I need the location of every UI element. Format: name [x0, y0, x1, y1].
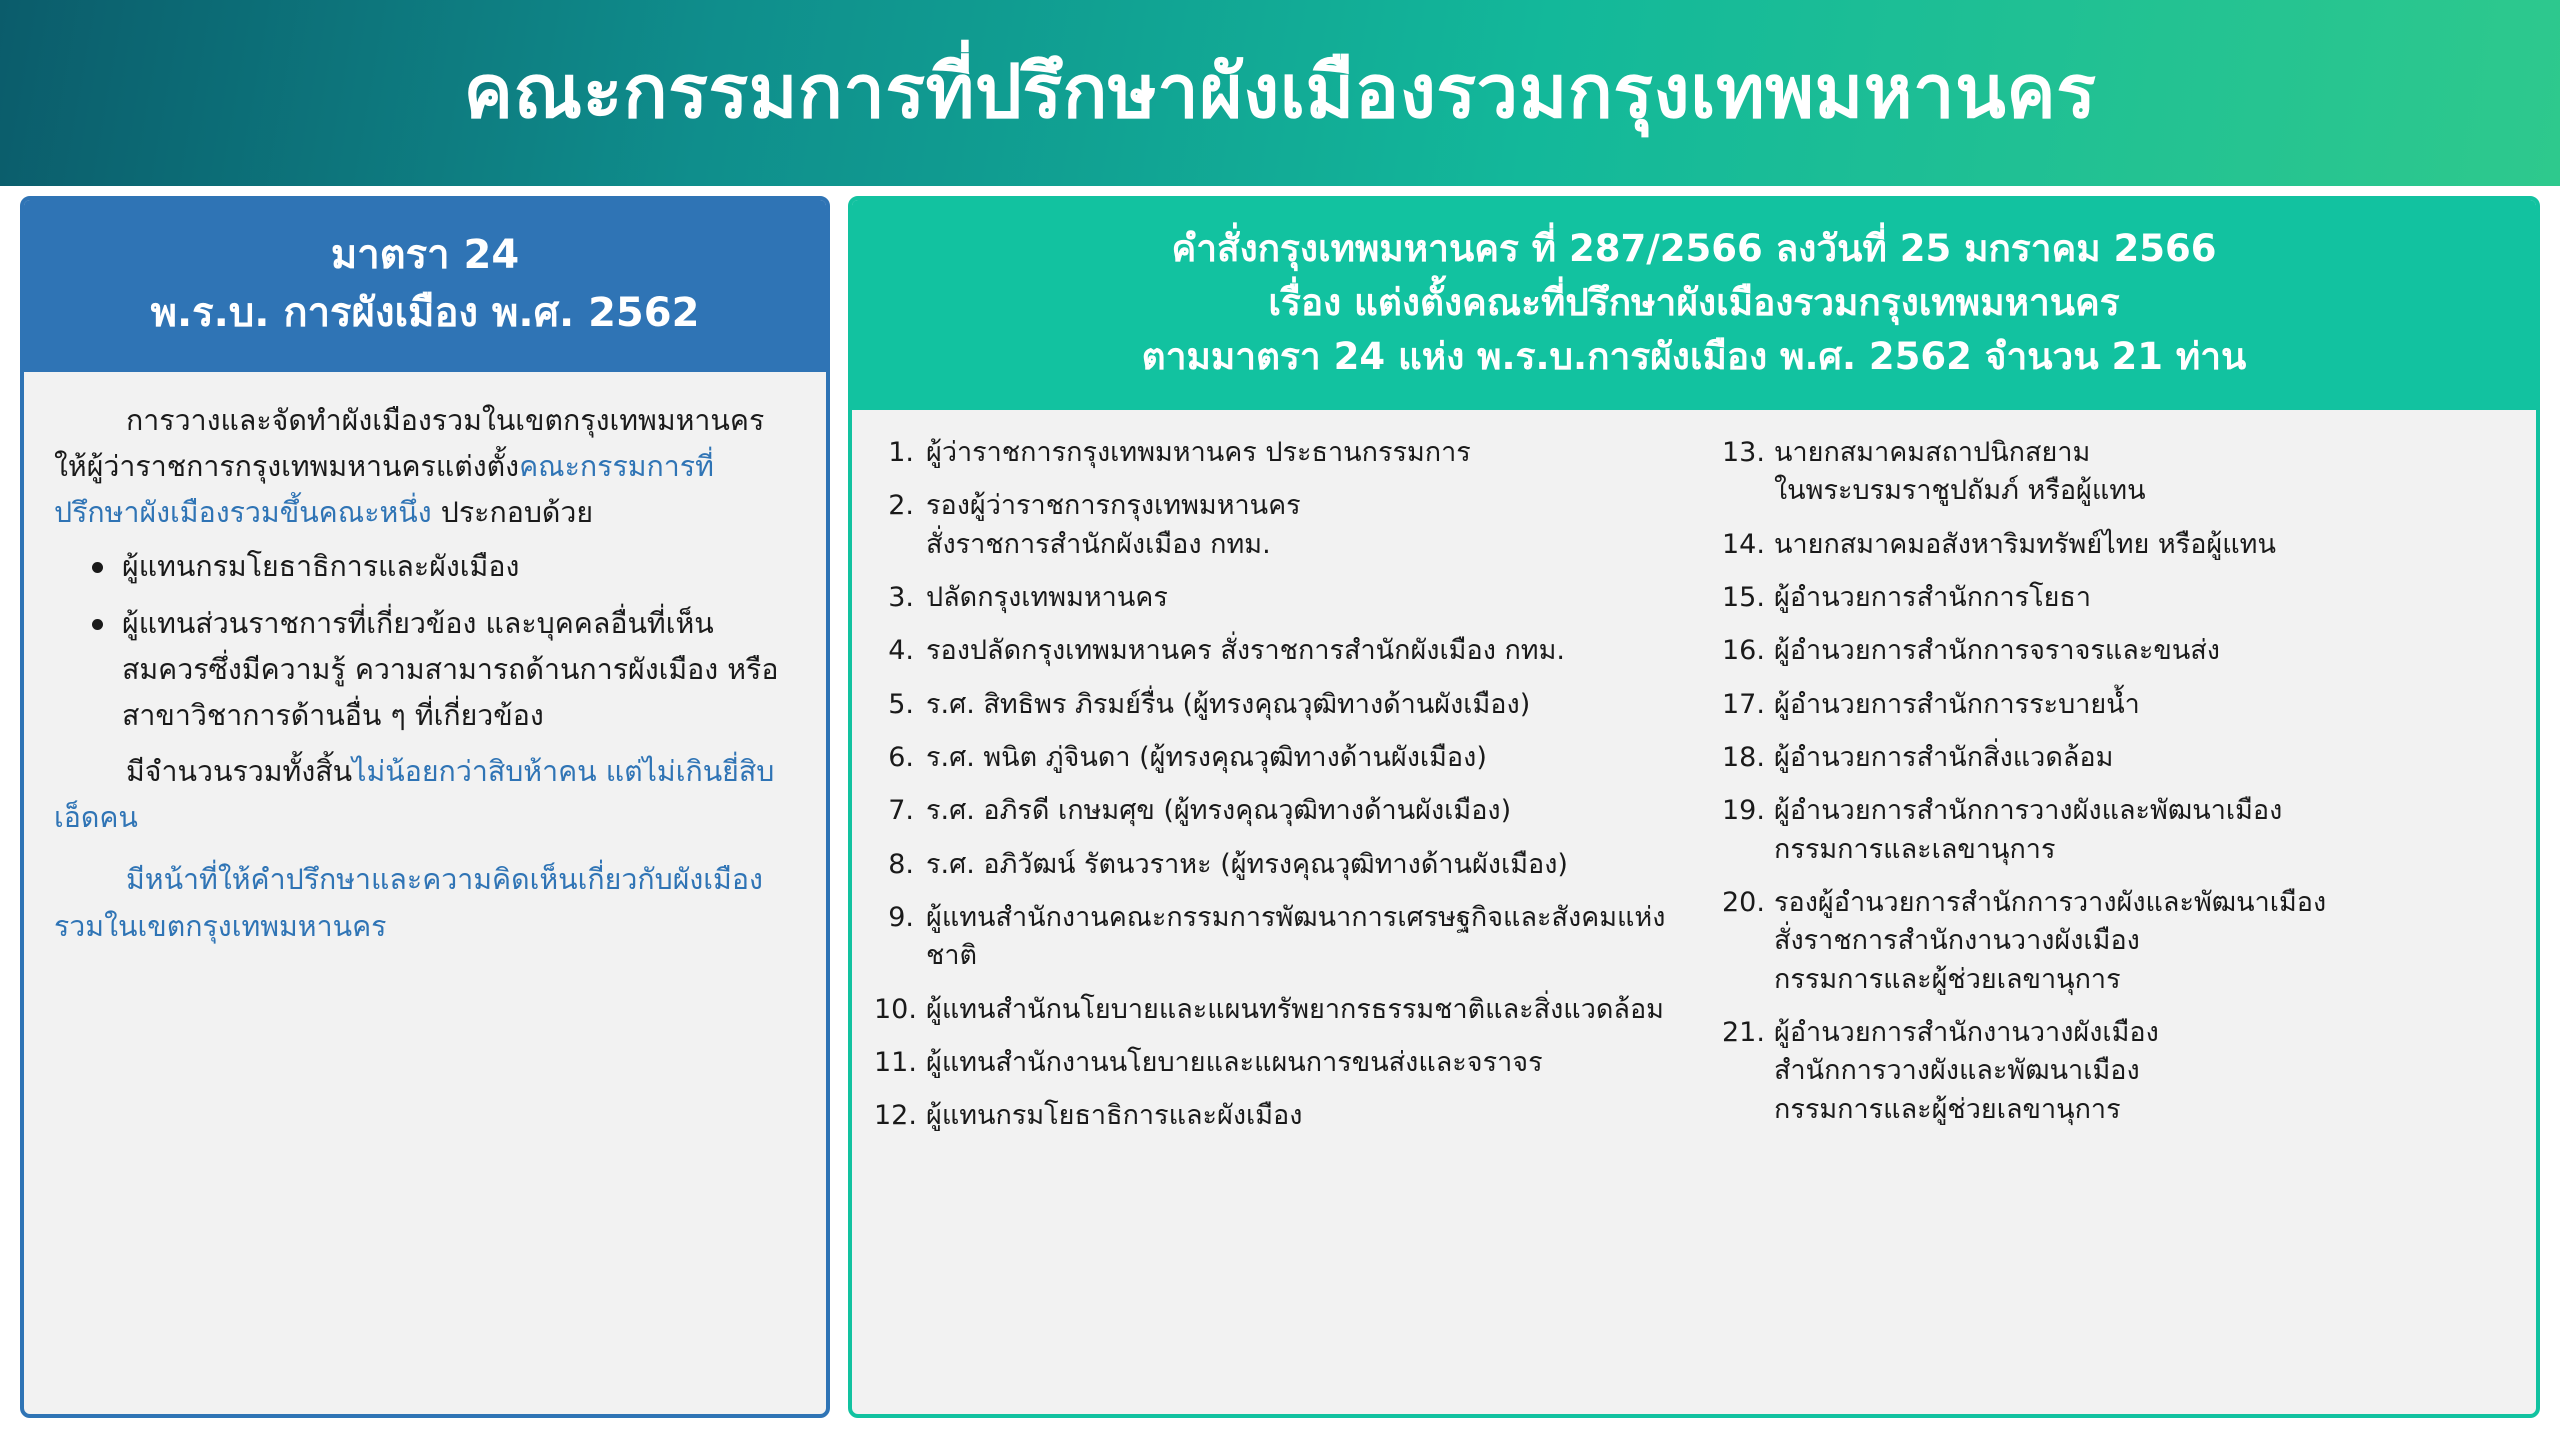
member-list-item-line: ร.ศ. อภิวัฒน์ รัตนวราหะ (ผู้ทรงคุณวุฒิทางด้านผังเมือง): [926, 848, 1568, 880]
member-list-item-line: ผู้อำนวยการสำนักการวางผังและพัฒนาเมือง: [1774, 795, 2283, 827]
member-list-item-label: [926, 632, 1676, 670]
member-list-item: [1722, 686, 2514, 724]
member-list-item-line: ผู้แทนสำนักนโยบายและแผนทรัพยากรธรรมชาติและสิ่งแวดล้อม: [926, 993, 1664, 1025]
member-list-item-line: สั่งราชการสำนักผังเมือง กทม.: [926, 528, 1271, 560]
member-list-item: [874, 579, 1676, 617]
member-list-item-number: 12.: [874, 1100, 917, 1132]
left-header-line-1: มาตรา 24: [330, 232, 520, 278]
member-list-item-line: กรรมการและผู้ช่วยเลขานุการ: [1774, 963, 2121, 995]
member-list-item: [874, 1097, 1676, 1135]
left-panel: [20, 196, 830, 1418]
left-paragraph-1-highlight: คณะกรรมการที่ปรึกษาผังเมืองรวมขึ้นคณะหนึ่ง: [54, 450, 714, 530]
left-bullet-item: [118, 544, 796, 590]
member-list-item-number: 10.: [874, 993, 917, 1025]
member-list-item-label: [926, 686, 1676, 724]
page-banner: [0, 0, 2560, 186]
member-list-item-number: 5.: [888, 688, 914, 720]
member-list-item-label: [1774, 686, 2514, 724]
member-list-item-number: 8.: [888, 848, 914, 880]
member-list-item-line: รองผู้ว่าราชการกรุงเทพมหานคร: [926, 490, 1301, 522]
member-list-item-label: [926, 1097, 1676, 1135]
member-list-item-label: [1774, 1014, 2514, 1129]
member-list-item-label: [926, 991, 1676, 1029]
left-paragraph-2-part-a: มีจำนวนรวมทั้งสิ้น: [126, 755, 353, 789]
member-list-item: [874, 632, 1676, 670]
member-list-item: [1722, 1014, 2514, 1129]
member-list-item-number: 9.: [888, 902, 914, 933]
right-header-line-1: คำสั่งกรุงเทพมหานคร ที่ 287/2566 ลงวันที่ 25 มกราคม 2566: [1171, 227, 2217, 270]
member-list-item: [874, 739, 1676, 777]
member-list-item: [1722, 526, 2514, 564]
member-list-item-line: รองผู้อำนวยการสำนักการวางผังและพัฒนาเมือง: [1774, 887, 2327, 918]
member-list-item-line: กรรมการและผู้ช่วยเลขานุการ: [1774, 1093, 2121, 1125]
right-header-line-2: เรื่อง แต่งตั้งคณะที่ปรึกษาผังเมืองรวมกรุงเทพมหานคร: [1268, 281, 2120, 325]
member-list-item: [1722, 434, 2514, 511]
member-list-item-number: 15.: [1722, 582, 1765, 614]
member-list-item-number: 18.: [1722, 742, 1765, 774]
member-list-item-label: [926, 899, 1676, 976]
member-list-item-line: นายกสมาคมอสังหาริมทรัพย์ไทย หรือผู้แทน: [1774, 528, 2276, 560]
right-header-line-3: ตามมาตรา 24 แห่ง พ.ร.บ.การผังเมือง พ.ศ. 2562 จำนวน 21 ท่าน: [1141, 335, 2247, 379]
member-list-item-line: ร.ศ. พนิต ภู่จินดา (ผู้ทรงคุณวุฒิทางด้านผังเมือง): [926, 742, 1487, 774]
member-list-item-line: ร.ศ. อภิรดี เกษมศุข (ผู้ทรงคุณวุฒิทางด้านผังเมือง): [926, 795, 1512, 827]
member-list-item-line: ผู้ว่าราชการกรุงเทพมหานคร ประธานกรรมการ: [926, 437, 1471, 469]
member-list-item-line: ผู้อำนวยการสำนักการจราจรและขนส่ง: [1774, 635, 2220, 667]
member-list-item-line: ในพระบรมราชูปถัมภ์ หรือผู้แทน: [1774, 475, 2146, 507]
member-list-item: [874, 487, 1676, 564]
member-list-item: [1722, 739, 2514, 777]
member-list-item: [1722, 792, 2514, 869]
member-list-item-number: 19.: [1722, 795, 1765, 827]
member-list-item-line: สำนักการวางผังและพัฒนาเมือง: [1774, 1055, 2140, 1087]
member-list-item-line: ร.ศ. สิทธิพร ภิรมย์รื่น (ผู้ทรงคุณวุฒิทางด้านผังเมือง): [926, 688, 1531, 720]
member-list-item: [1722, 579, 2514, 617]
member-list-item-number: 4.: [888, 635, 914, 667]
member-list-left: [874, 434, 1676, 1136]
member-list-column-2: [1694, 434, 2514, 1151]
member-list-item-number: 7.: [888, 795, 914, 827]
left-bullet-item-label: ผู้แทนกรมโยธาธิการและผังเมือง: [122, 550, 520, 584]
member-list-item-number: 17.: [1722, 688, 1765, 720]
left-bullet-item-label: ผู้แทนส่วนราชการที่เกี่ยวข้อง และบุคคลอื่นที่เห็นสมควรซึ่งมีความรู้ ความสามารถด้านการผังเมือง หรือสาขาวิชาการด้านอื่น ๆ ที่เกี่ยวข้อง: [122, 606, 779, 732]
member-list-item-label: [926, 487, 1676, 564]
member-list-item-label: [1774, 434, 2514, 511]
left-panel-header: [24, 200, 826, 372]
member-list-item-label: [1774, 526, 2514, 564]
member-list-item-line: ผู้แทนสำนักงานคณะกรรมการพัฒนาการเศรษฐกิจและสังคมแห่งชาติ: [926, 902, 1666, 972]
member-list-item-label: [926, 579, 1676, 617]
left-panel-body: [24, 372, 826, 972]
member-list-right: [1722, 434, 2514, 1129]
member-list-item-number: 20.: [1722, 887, 1765, 918]
member-list-item-number: 11.: [874, 1046, 917, 1078]
member-list-item-label: [926, 739, 1676, 777]
member-list-item-line: ผู้อำนวยการสำนักสิ่งแวดล้อม: [1774, 742, 2114, 774]
page-title: คณะกรรมการที่ปรึกษาผังเมืองรวมกรุงเทพมหานคร: [463, 49, 2097, 136]
member-list-item-label: [926, 792, 1676, 830]
left-paragraph-2-highlight: ไม่น้อยกว่าสิบห้าคน แต่ไม่เกินยี่สิบเอ็ดคน: [54, 755, 775, 835]
left-paragraph-1-part-c: ประกอบด้วย: [431, 496, 594, 530]
member-list-item-line: ผู้อำนวยการสำนักการระบายน้ำ: [1774, 688, 2140, 720]
right-panel: [848, 196, 2540, 1418]
member-list-item-line: ผู้แทนสำนักงานนโยบายและแผนการขนส่งและจราจร: [926, 1046, 1543, 1078]
member-list-item-line: นายกสมาคมสถาปนิกสยาม: [1774, 437, 2091, 469]
left-paragraph-1: [54, 398, 796, 536]
member-list-item-label: [1774, 884, 2514, 999]
member-list-item: [874, 686, 1676, 724]
member-list-item-label: [1774, 579, 2514, 617]
member-list-item-label: [926, 1044, 1676, 1082]
member-list-item-label: [1774, 632, 2514, 670]
member-list-item-number: 2.: [888, 490, 914, 522]
left-paragraph-1-part-a: การวางและจัดทำผังเมืองรวมในเขตกรุงเทพมหานครให้ผู้ว่าราชการกรุงเทพมหานครแต่งตั้ง: [54, 404, 765, 484]
member-list-item: [1722, 632, 2514, 670]
right-panel-body: [852, 410, 2536, 1167]
member-list-item: [874, 1044, 1676, 1082]
member-list-item-number: 6.: [888, 742, 914, 774]
member-list-item-line: ผู้แทนกรมโยธาธิการและผังเมือง: [926, 1100, 1303, 1132]
member-list-item-number: 13.: [1722, 437, 1765, 469]
left-paragraph-2: [54, 749, 796, 841]
member-list-item-line: ปลัดกรุงเทพมหานคร: [926, 582, 1168, 614]
member-list-item-label: [1774, 739, 2514, 777]
member-list-item-line: สั่งราชการสำนักงานวางผังเมือง: [1774, 925, 2140, 957]
member-list-item-label: [926, 846, 1676, 884]
left-paragraph-3: มีหน้าที่ให้คำปรึกษาและความคิดเห็นเกี่ยวกับผังเมืองรวมในเขตกรุงเทพมหานคร: [54, 863, 763, 943]
member-list-item-label: [926, 434, 1676, 472]
member-list-item: [874, 846, 1676, 884]
member-list-item-number: 14.: [1722, 528, 1765, 560]
member-list-item: [874, 792, 1676, 830]
member-list-item-line: ผู้อำนวยการสำนักงานวางผังเมือง: [1774, 1016, 2159, 1048]
right-panel-header: [852, 200, 2536, 410]
member-list-item: [874, 991, 1676, 1029]
left-bullet-item: [118, 601, 796, 739]
member-list-item-number: 3.: [888, 582, 914, 614]
member-list-item-label: [1774, 792, 2514, 869]
member-list-item-number: 16.: [1722, 635, 1765, 667]
member-list-item: [874, 434, 1676, 472]
member-list-item: [1722, 884, 2514, 999]
member-list-item-line: กรรมการและเลขานุการ: [1774, 833, 2056, 865]
member-list-column-1: [874, 434, 1694, 1151]
member-list-item: [874, 899, 1676, 976]
member-list-item-line: รองปลัดกรุงเทพมหานคร สั่งราชการสำนักผังเมือง กทม.: [926, 635, 1565, 667]
member-list-item-number: 21.: [1722, 1016, 1765, 1048]
left-bullet-list: [54, 544, 796, 739]
member-list-item-number: 1.: [888, 437, 914, 469]
member-list-item-line: ผู้อำนวยการสำนักการโยธา: [1774, 582, 2092, 614]
left-header-line-2: พ.ร.บ. การผังเมือง พ.ศ. 2562: [150, 290, 700, 336]
